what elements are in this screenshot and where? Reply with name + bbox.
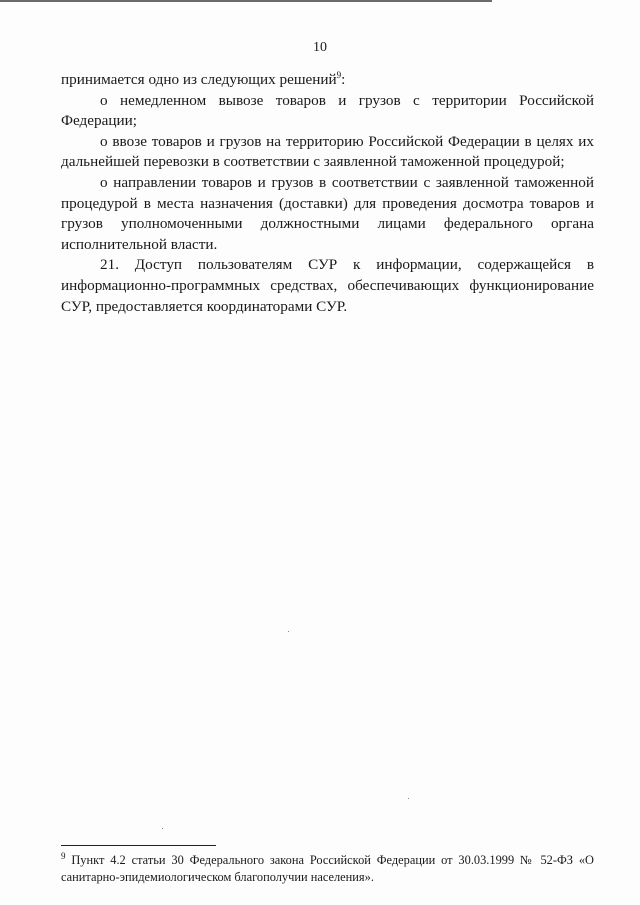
paragraph-import-decision: о ввозе товаров и грузов на территорию Российской Федерации в целях их дальнейшей перевозки в соответствии с заявленной таможенной процедурой; <box>61 132 594 171</box>
scan-speck <box>162 828 163 829</box>
footnote-separator <box>61 845 216 846</box>
paragraph-intro <box>61 70 594 91</box>
paragraph-intro-colon: : <box>341 71 346 88</box>
scan-speck <box>408 798 409 799</box>
paragraph-intro-text: принимается одно из следующих решений <box>61 71 337 88</box>
page-number: 10 <box>313 40 327 55</box>
scan-speck <box>288 631 289 632</box>
footnote-marker: 9 <box>61 850 66 861</box>
footnote <box>61 852 594 886</box>
paragraph-inspection-decision: о направлении товаров и грузов в соответствии с заявленной таможенной процедурой в места назначения (доставки) для проведения досмотра товаров и грузов уполномоченными должностными лицами федерального органа исполнительной власти. <box>61 173 594 253</box>
paragraph-export-decision: о немедленном вывозе товаров и грузов с территории Российской Федерации; <box>61 91 594 130</box>
footnote-text: Пункт 4.2 статьи 30 Федерального закона Российской Федерации от 30.03.1999 № 52-ФЗ «О санитарно-эпидемиологическом благополучии населения». <box>61 853 594 884</box>
top-border-line <box>0 0 492 2</box>
body-text <box>61 70 594 317</box>
footnote-reference: 9 <box>336 69 342 80</box>
paragraph-clause-21: 21. Доступ пользователям СУР к информации, содержащейся в информационно-программных средствах, обеспечивающих функционирование СУР, предоставляется координаторами СУР. <box>61 256 594 315</box>
